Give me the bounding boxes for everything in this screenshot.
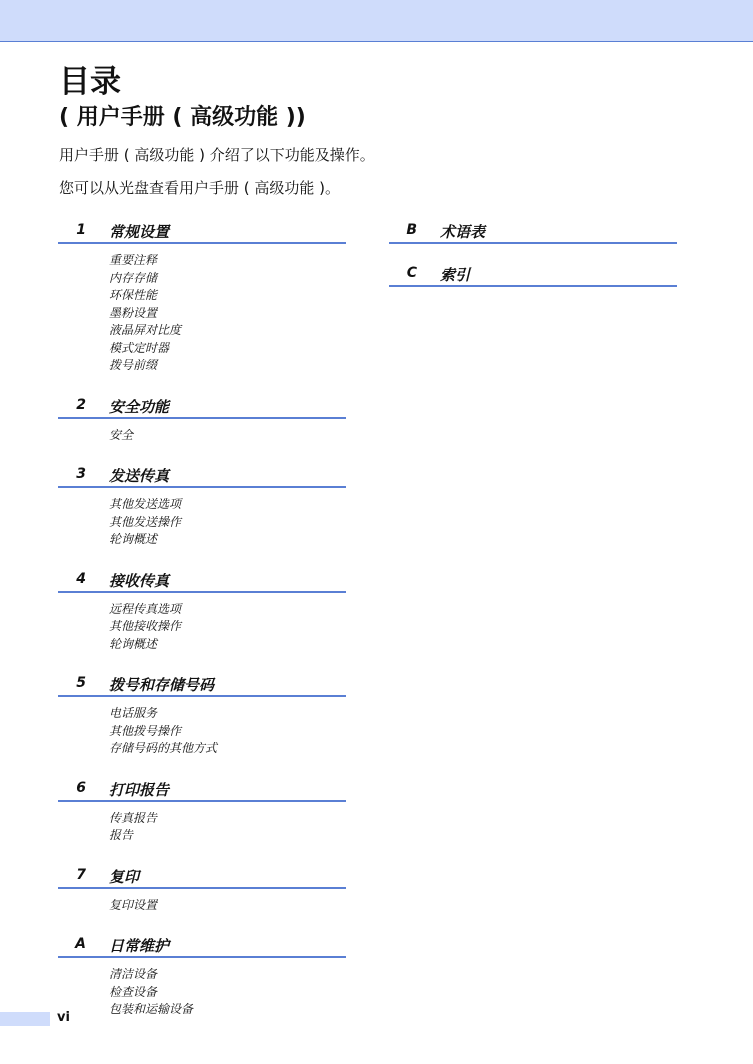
toc-chapter-number: 1 xyxy=(76,222,86,238)
toc-gap xyxy=(58,653,346,673)
toc-chapter-title: 常规设置 xyxy=(109,223,170,241)
toc-chapter-number: B xyxy=(406,222,417,238)
toc-section-list xyxy=(58,244,346,375)
toc-chapter-number: 5 xyxy=(76,675,86,691)
toc-chapter-number: C xyxy=(406,265,417,281)
toc-chapter xyxy=(389,263,677,287)
toc-section-item[interactable]: 其他拨号操作 xyxy=(109,723,182,738)
toc-section-item[interactable]: 电话服务 xyxy=(109,706,158,720)
toc-section-item[interactable]: 轮询概述 xyxy=(109,636,158,651)
toc-section-list xyxy=(58,419,346,445)
toc-section-item[interactable]: 轮询概述 xyxy=(109,532,158,546)
toc-gap xyxy=(58,914,346,934)
toc-section-list xyxy=(58,593,346,654)
toc-section-item[interactable]: 其他接收操作 xyxy=(109,619,182,633)
toc-gap xyxy=(389,244,677,263)
page-title: 目录 xyxy=(59,64,121,100)
toc-section-item[interactable]: 其他发送选项 xyxy=(109,497,182,511)
toc-gap xyxy=(58,845,346,865)
toc-chapter xyxy=(58,865,346,915)
toc-section-item[interactable]: 其他发送操作 xyxy=(109,514,182,529)
toc-chapter-title: 拨号和存储号码 xyxy=(109,676,215,694)
toc-chapter xyxy=(58,569,346,654)
toc-chapter-heading[interactable] xyxy=(58,395,346,419)
toc-chapter xyxy=(58,673,346,758)
toc-section-item[interactable]: 内存存储 xyxy=(109,270,158,285)
toc-chapter-title: 复印 xyxy=(109,867,140,886)
toc-section-list xyxy=(58,802,346,845)
toc-section-item[interactable]: 环保性能 xyxy=(109,288,158,302)
toc-section-item[interactable]: 存储号码的其他方式 xyxy=(109,741,218,755)
toc-chapter-heading[interactable] xyxy=(58,778,346,802)
toc-chapter-number: A xyxy=(75,936,86,952)
intro-line: 您可以从光盘查看用户手册 ( 高级功能 )。 xyxy=(59,179,341,197)
toc-chapter-number: 2 xyxy=(76,396,86,413)
toc-chapter-heading[interactable] xyxy=(389,263,677,287)
toc-chapter-title: 日常维护 xyxy=(109,937,170,955)
toc-section-item[interactable]: 包装和运输设备 xyxy=(109,1002,194,1016)
footer-band xyxy=(0,1012,50,1026)
toc-chapter-number: 4 xyxy=(76,570,86,587)
toc-chapter-heading[interactable] xyxy=(58,865,346,889)
toc-section-item[interactable]: 拨号前缀 xyxy=(109,358,158,372)
toc-section-item[interactable]: 检查设备 xyxy=(109,984,158,999)
header-band xyxy=(0,0,753,42)
toc-section-item[interactable]: 清洁设备 xyxy=(109,967,158,981)
toc-chapter xyxy=(58,934,346,1019)
toc-section-item[interactable]: 安全 xyxy=(109,427,134,442)
toc-section-item[interactable]: 报告 xyxy=(109,828,134,842)
toc-section-item[interactable]: 墨粉设置 xyxy=(109,305,158,320)
toc-section-item[interactable]: 重要注释 xyxy=(109,253,158,267)
toc-chapter-heading[interactable] xyxy=(58,464,346,488)
page-subtitle: ( 用户手册 ( 高级功能 )) xyxy=(59,105,306,130)
toc-chapter xyxy=(58,778,346,845)
toc-chapter-title: 安全功能 xyxy=(109,397,170,416)
page-number: vi xyxy=(57,1010,70,1025)
toc-chapter xyxy=(58,220,346,375)
toc-chapter-title: 打印报告 xyxy=(109,780,170,799)
toc-chapter xyxy=(389,220,677,244)
toc-gap xyxy=(58,758,346,778)
toc-section-list xyxy=(58,488,346,549)
toc-section-item[interactable]: 复印设置 xyxy=(109,897,158,912)
toc-chapter-title: 术语表 xyxy=(440,223,486,241)
toc-chapter-title: 索引 xyxy=(440,266,471,284)
toc-chapter xyxy=(58,464,346,549)
toc-section-item[interactable]: 模式定时器 xyxy=(109,340,170,355)
toc-gap xyxy=(58,549,346,569)
toc-chapter-heading[interactable] xyxy=(58,220,346,244)
toc-gap xyxy=(58,375,346,395)
toc-chapter-title: 接收传真 xyxy=(109,571,170,590)
toc-chapter-number: 3 xyxy=(76,466,86,482)
toc-chapter-title: 发送传真 xyxy=(109,467,170,485)
toc-chapter-heading[interactable] xyxy=(58,569,346,593)
toc-section-list xyxy=(58,697,346,758)
toc-left-column xyxy=(58,220,346,1019)
toc-chapter-heading[interactable] xyxy=(58,673,346,697)
toc-section-item[interactable]: 传真报告 xyxy=(109,810,158,825)
toc-chapter-heading[interactable] xyxy=(389,220,677,244)
toc-right-column xyxy=(389,220,677,287)
toc-chapter-heading[interactable] xyxy=(58,934,346,958)
toc-section-list xyxy=(58,958,346,1019)
toc-section-list xyxy=(58,889,346,915)
toc-section-item[interactable]: 液晶屏对比度 xyxy=(109,323,182,337)
toc-chapter-number: 6 xyxy=(76,779,86,796)
toc-section-item[interactable]: 远程传真选项 xyxy=(109,601,182,616)
toc-gap xyxy=(58,444,346,464)
toc-chapter xyxy=(58,395,346,445)
toc-chapter-number: 7 xyxy=(76,866,86,883)
intro-line: 用户手册 ( 高级功能 ) 介绍了以下功能及操作。 xyxy=(59,146,375,164)
